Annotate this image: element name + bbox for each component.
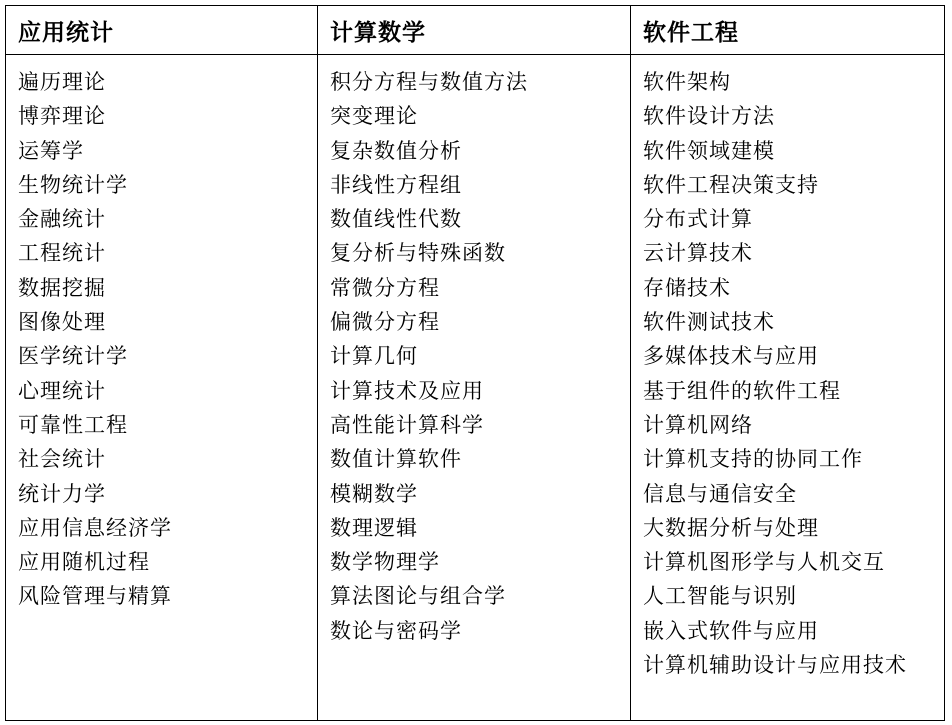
course-item: 云计算技术 <box>643 241 753 266</box>
course-item: 风险管理与精算 <box>18 584 172 609</box>
course-item: 信息与通信安全 <box>643 481 797 506</box>
course-item: 嵌入式软件与应用 <box>643 618 819 643</box>
course-item: 积分方程与数值方法 <box>330 70 528 94</box>
course-item: 博弈理论 <box>18 104 106 129</box>
course-item: 人工智能与识别 <box>643 584 797 609</box>
course-item: 模糊数学 <box>330 481 418 506</box>
column-header-software-engineering: 软件工程 <box>643 18 739 46</box>
header-cell-computational-math <box>318 6 631 55</box>
course-item: 计算几何 <box>330 344 418 369</box>
course-item: 分布式计算 <box>643 207 753 232</box>
course-item: 复杂数值分析 <box>330 138 462 163</box>
course-item: 软件测试技术 <box>643 310 775 335</box>
column-header-computational-math: 计算数学 <box>330 18 426 46</box>
column-header-applied-statistics: 应用统计 <box>18 18 114 46</box>
course-item: 金融统计 <box>18 207 106 232</box>
course-item: 软件工程决策支持 <box>643 172 819 197</box>
course-item: 统计力学 <box>18 481 106 506</box>
column-computational-math-list <box>318 55 631 720</box>
course-item: 数值线性代数 <box>330 207 462 232</box>
course-item: 突变理论 <box>330 104 418 129</box>
header-cell-applied-statistics <box>6 6 318 55</box>
course-item: 可靠性工程 <box>18 412 128 437</box>
course-item: 生物统计学 <box>18 172 128 197</box>
course-item: 计算技术及应用 <box>330 378 484 403</box>
course-item: 工程统计 <box>18 241 106 266</box>
course-item: 运筹学 <box>18 138 84 163</box>
column-software-engineering-list <box>631 55 944 720</box>
column-applied-statistics-list <box>6 55 318 720</box>
course-item: 基于组件的软件工程 <box>643 378 841 403</box>
course-item: 软件设计方法 <box>643 104 775 129</box>
course-item: 数学物理学 <box>330 550 440 575</box>
course-item: 偏微分方程 <box>330 310 440 335</box>
course-item: 计算机网络 <box>643 412 753 437</box>
course-item: 数据挖掘 <box>18 275 106 300</box>
course-item: 复分析与特殊函数 <box>330 241 506 266</box>
course-item: 高性能计算科学 <box>330 412 484 437</box>
course-item: 应用随机过程 <box>18 550 150 575</box>
course-item: 非线性方程组 <box>330 172 462 197</box>
course-item: 多媒体技术与应用 <box>643 344 819 369</box>
course-item: 算法图论与组合学 <box>330 584 506 609</box>
course-item: 计算机辅助设计与应用技术 <box>643 653 907 678</box>
course-item: 计算机支持的协同工作 <box>643 447 863 472</box>
course-item: 遍历理论 <box>18 70 106 94</box>
header-cell-software-engineering <box>631 6 944 55</box>
course-item: 存储技术 <box>643 275 731 300</box>
course-item: 图像处理 <box>18 310 106 335</box>
course-item: 数值计算软件 <box>330 447 462 472</box>
course-item: 软件架构 <box>643 70 731 94</box>
course-item: 应用信息经济学 <box>18 515 172 540</box>
course-item: 常微分方程 <box>330 275 440 300</box>
course-item: 数理逻辑 <box>330 515 418 540</box>
course-table <box>5 5 945 721</box>
course-item: 心理统计 <box>18 378 106 403</box>
course-item: 软件领域建模 <box>643 138 775 163</box>
course-item: 医学统计学 <box>18 344 128 369</box>
course-item: 计算机图形学与人机交互 <box>643 550 885 575</box>
course-item: 数论与密码学 <box>330 618 462 643</box>
course-item: 大数据分析与处理 <box>643 515 819 540</box>
course-item: 社会统计 <box>18 447 106 472</box>
